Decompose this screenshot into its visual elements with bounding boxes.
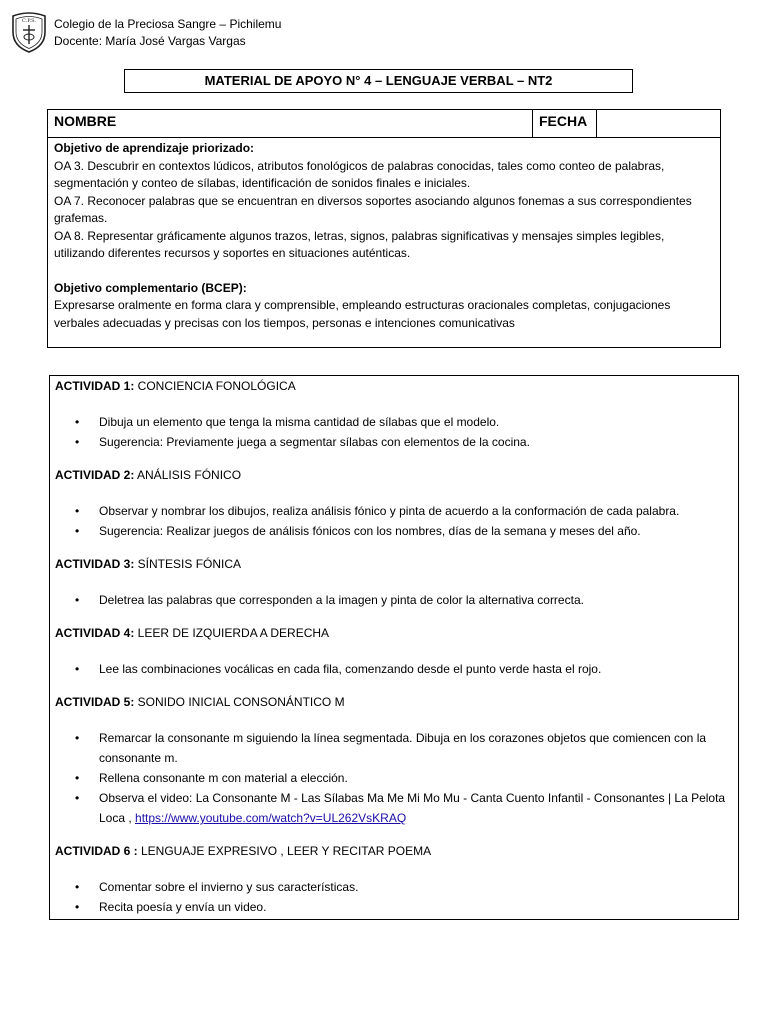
logo-letters: C.P.S. <box>21 18 37 24</box>
school-name: Colegio de la Preciosa Sangre – Pichilemu <box>54 17 282 31</box>
name-label: NOMBRE <box>54 113 117 129</box>
oa8-text: OA 8. Representar gráficamente algunos trazos, letras, signos, palabras significativas y mensajes simples legibles, utilizando diferentes recursos y soportes en situaciones auténticas. <box>54 228 665 260</box>
teacher-name: Docente: María José Vargas Vargas <box>54 34 246 48</box>
activity-6-title: ACTIVIDAD 6 : LENGUAJE EXPRESIVO , LEER Y RECITAR POEMA <box>55 844 432 858</box>
list-item: • Lee las combinaciones vocálicas en cada fila, comenzando desde el punto verde hasta el rojo. <box>55 659 735 679</box>
video-text: Observa el video: La Consonante M - Las Sílabas Ma Me Mi Mo Mu - Canta Cuento Infantil - Consonantes | La Pelota Loca , <box>99 791 726 825</box>
activity-4-title: ACTIVIDAD 4: LEER DE IZQUIERDA A DERECHA <box>55 626 330 640</box>
activity-1-title: ACTIVIDAD 1: CONCIENCIA FONOLÓGICA <box>55 379 296 393</box>
name-date-row <box>48 110 720 138</box>
list-item: • Sugerencia: Realizar juegos de análisis fónicos con los nombres, días de la semana y meses del año. <box>55 521 735 541</box>
video-link[interactable]: https://www.youtube.com/watch?v=UL262VsKRAQ <box>135 811 407 825</box>
activity-5-list <box>55 728 735 828</box>
activities-box <box>49 375 739 920</box>
oa3-text: OA 3. Descubrir en contextos lúdicos, atributos fonológicos de palabras conocidas, tales como conteo de palabras, segmentación y conteo de sílabas, identificación de sonidos finales e iniciales. <box>54 158 665 190</box>
complementary-objective-text: Expresarse oralmente en forma clara y comprensible, empleando estructuras oracionales completas, conjugaciones verbales adecuadas y precisas con los tiempos, personas e intenciones comunicativas <box>54 298 671 330</box>
list-item: • Comentar sobre el invierno y sus características. <box>55 877 735 897</box>
activity-3-title: ACTIVIDAD 3: SÍNTESIS FÓNICA <box>55 557 242 571</box>
list-item: • Sugerencia: Previamente juega a segmentar sílabas con elementos de la cocina. <box>55 432 735 452</box>
cell-divider <box>596 110 597 137</box>
activity-1-list <box>55 412 735 452</box>
list-item: • Rellena consonante m con material a elección. <box>55 768 735 788</box>
activity-5-title: ACTIVIDAD 5: SONIDO INICIAL CONSONÁNTICO M <box>55 695 345 709</box>
list-item: • Observar y nombrar los dibujos, realiza análisis fónico y pinta de acuerdo a la conformación de cada palabra. <box>55 501 735 521</box>
list-item: • Deletrea las palabras que corresponden a la imagen y pinta de color la alternativa correcta. <box>55 590 735 610</box>
school-header <box>54 16 281 50</box>
list-item: • Remarcar la consonante m siguiendo la línea segmentada. Dibuja en los corazones objetos que comiencen con la consonante m. <box>55 728 735 768</box>
document-title: MATERIAL DE APOYO N° 4 – LENGUAJE VERBAL – NT2 <box>124 69 633 93</box>
list-item: • Recita poesía y envía un video. <box>55 897 735 917</box>
cell-divider <box>532 110 533 137</box>
prioritized-objective-title: Objetivo de aprendizaje priorizado: <box>54 141 255 155</box>
objectives-block <box>54 140 716 332</box>
school-logo <box>10 10 48 54</box>
activity-2-title: ACTIVIDAD 2: ANÁLISIS FÓNICO <box>55 468 242 482</box>
activity-4-list <box>55 659 735 679</box>
student-info-table <box>47 109 721 348</box>
activity-3-list <box>55 590 735 610</box>
activity-6-list <box>55 877 735 917</box>
list-item: • Dibuja un elemento que tenga la misma cantidad de sílabas que el modelo. <box>55 412 735 432</box>
date-label: FECHA <box>539 113 588 129</box>
oa7-text: OA 7. Reconocer palabras que se encuentran en diversos soportes asociando algunos fonemas a sus correspondientes grafemas. <box>54 193 692 225</box>
complementary-objective-title: Objetivo complementario (BCEP): <box>54 280 247 295</box>
list-item-video <box>55 788 735 828</box>
activity-2-list <box>55 501 735 541</box>
